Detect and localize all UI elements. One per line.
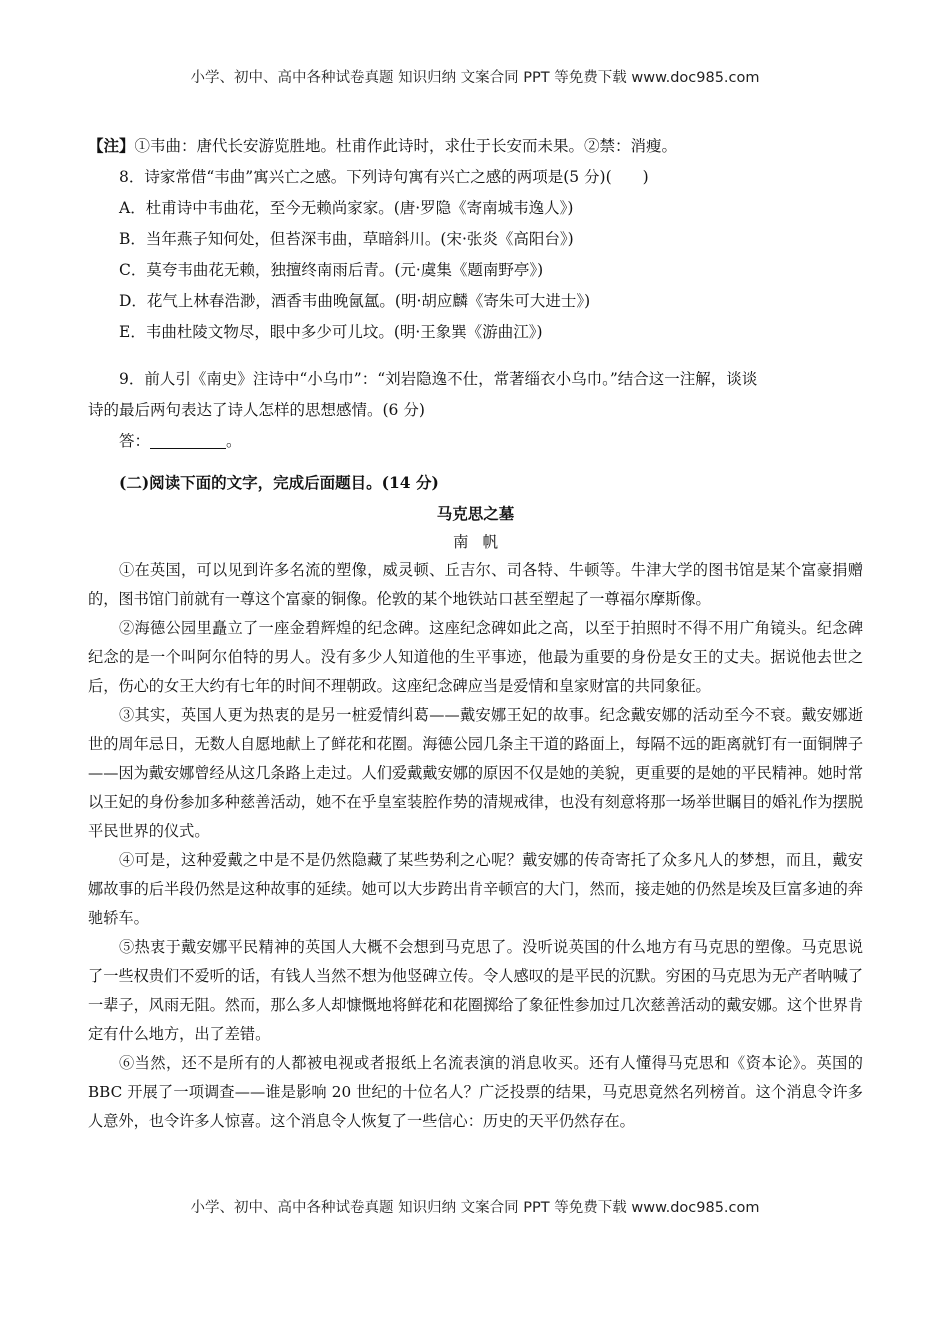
- article-paragraph-6: ⑥当然，还不是所有的人都被电视或者报纸上名流表演的消息收买。还有人懂得马克思和《资本论》。英国的 BBC 开展了一项调查——谁是影响 20 世纪的十位名人？广泛投票的结果，马克思竟然名列榜首。这个消息令许多人意外，也令许多人惊喜。这个消息令人恢复了一些信心：历史的天平仍然存在。: [88, 1054, 863, 1130]
- annotation-note: [88, 130, 863, 162]
- note-text: ①韦曲：唐代长安游览胜地。杜甫作此诗时，求仕于长安而未果。②禁：消瘦。: [134, 137, 678, 155]
- document-body: [88, 130, 863, 1136]
- section-2-heading: (二)阅读下面的文字，完成后面题目。(14 分): [119, 473, 439, 492]
- question-8-option-a: A．杜甫诗中韦曲花，至今无赖尚家家。(唐·罗隐《寄南城韦逸人》): [119, 199, 574, 217]
- question-8-option-e: E．韦曲杜陵文物尽，眼中多少可儿坟。(明·王象巽《游曲江》): [119, 323, 543, 341]
- article-paragraph-5: ⑤热衷于戴安娜平民精神的英国人大概不会想到马克思了。没听说英国的什么地方有马克思的塑像。马克思说了一些权贵们不爱听的话，有钱人当然不想为他竖碑立传。令人感叹的是平民的沉默。穷困的马克思为无产者呐喊了一辈子，风雨无阻。然而，那么多人却慷慨地将鲜花和花圈掷给了象征性参加过几次慈善活动的戴安娜。这个世界肯定有什么地方，出了差错。: [88, 938, 863, 1043]
- page-footer-banner: 小学、初中、高中各种试卷真题 知识归纳 文案合同 PPT 等免费下载 www.doc985.com: [190, 1200, 760, 1216]
- article-paragraph-2: ②海德公园里矗立了一座金碧辉煌的纪念碑。这座纪念碑如此之高，以至于拍照时不得不用广角镜头。纪念碑纪念的是一个叫阿尔伯特的男人。没有多少人知道他的生平事迹，他最为重要的身份是女王的丈夫。据说他去世之后，伤心的女王大约有七年的时间不理朝政。这座纪念碑应当是爱情和皇家财富的共同象征。: [88, 619, 863, 695]
- note-heading: 【注】: [88, 136, 135, 155]
- article-paragraph-4: ④可是，这种爱戴之中是不是仍然隐藏了某些势利之心呢？戴安娜的传奇寄托了众多凡人的梦想，而且，戴安娜故事的后半段仍然是这种故事的延续。她可以大步跨出肯辛顿宫的大门，然而，接走她的仍然是埃及巨富多迪的奔驰轿车。: [88, 851, 863, 927]
- question-9-stem-line1: 9．前人引《南史》注诗中“小乌巾”：“刘岩隐逸不仕，常著缁衣小乌巾。”结合这一注解，谈谈: [119, 370, 758, 388]
- question-8-option-c: C．莫夸韦曲花无赖，独擅终南雨后青。(元·虞集《题南野亭》): [119, 261, 544, 279]
- article-author: 南帆: [452, 533, 512, 551]
- question-9-stem-line2: 诗的最后两句表达了诗人怎样的思想感情。(6 分): [88, 401, 425, 419]
- article-paragraph-1: ①在英国，可以见到许多名流的塑像，威灵顿、丘吉尔、司各特、牛顿等。牛津大学的图书馆是某个富豪捐赠的，图书馆门前就有一尊这个富豪的铜像。伦敦的某个地铁站口甚至塑起了一尊福尔摩斯像。: [88, 561, 863, 608]
- question-8-stem: 8．诗家常借“韦曲”寓兴亡之感。下列诗句寓有兴亡之感的两项是(5 分)( ): [119, 168, 649, 186]
- question-9-answer: [88, 426, 863, 457]
- article-title: 马克思之墓: [436, 504, 515, 523]
- article-paragraph-3: ③其实，英国人更为热衷的是另一桩爱情纠葛——戴安娜王妃的故事。纪念戴安娜的活动至今不衰。戴安娜逝世的周年忌日，无数人自愿地献上了鲜花和花圈。海德公园几条主干道的路面上，每隔不远的距离就钉有一面铜牌子——因为戴安娜曾经从这几条路上走过。人们爱戴戴安娜的原因不仅是她的美貌，更重要的是她的平民精神。她时常以王妃的身份参加多种慈善活动，她不在乎皇室装腔作势的清规戒律，也没有刻意将那一场举世瞩目的婚礼作为摆脱平民世界的仪式。: [88, 706, 863, 840]
- page-header-banner: 小学、初中、高中各种试卷真题 知识归纳 文案合同 PPT 等免费下载 www.doc985.com: [190, 70, 760, 86]
- answer-end: 。: [226, 432, 242, 450]
- answer-label: 答：: [119, 432, 151, 450]
- answer-blank: [150, 432, 226, 449]
- question-8-option-b: B．当年燕子知何处，但苔深韦曲，草暗斜川。(宋·张炎《高阳台》): [119, 230, 574, 248]
- question-8-option-d: D．花气上林春浩渺，酒香韦曲晚氤氲。(明·胡应麟《寄朱可大进士》): [119, 292, 591, 310]
